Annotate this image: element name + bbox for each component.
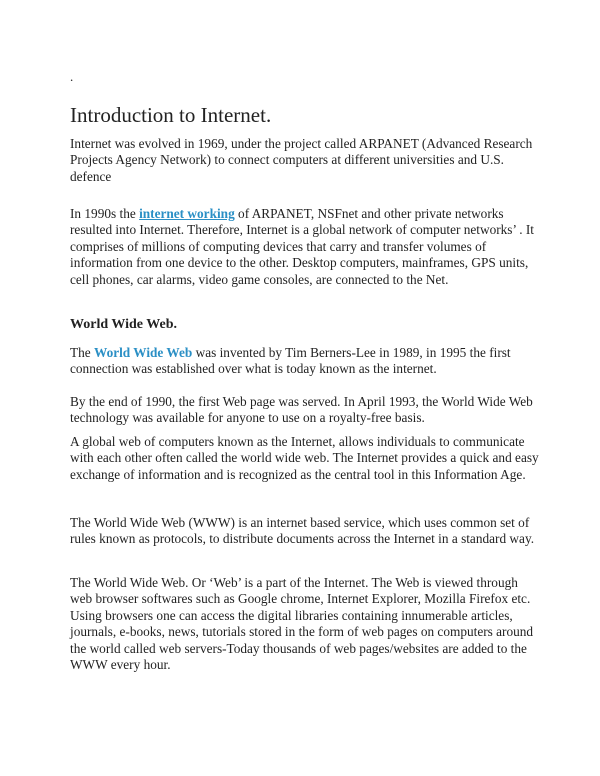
paragraph-arpanet: Internet was evolved in 1969, under the project called ARPANET (Advanced Research Projects Agency Network) to connect computers at different universities and U.S. defence (70, 136, 533, 184)
marker-dot: . (70, 69, 74, 84)
paragraph-www-invented-after: was invented by Tim Berners-Lee in 1989, in 1995 the first connection was established over what is today known as the internet. (70, 345, 511, 377)
paragraph-www-invented (70, 345, 540, 378)
world-wide-web-link[interactable]: World Wide Web (94, 345, 193, 360)
paragraph-first-web-page: By the end of 1990, the first Web page was served. In April 1993, the World Wide Web technology was available for anyone to use on a royalty-free basis. (70, 394, 533, 426)
paragraph-web-browsers: The World Wide Web. Or ‘Web’ is a part of the Internet. The Web is viewed through web browser softwares such as Google chrome, Internet Explorer, Mozilla Firefox etc. Using browsers one can access the digital libraries containing innumerable articles, journals, e-books, news, tutorials stored in the form of web pages on computers around the world called web servers-Today thousands of web pages/websites are added to the WWW every hour. (70, 575, 534, 673)
paragraph-www-service: The World Wide Web (WWW) is an internet based service, which uses common set of rules known as protocols, to distribute documents across the Internet in a standard way. (70, 515, 535, 547)
section-heading-www: World Wide Web. (70, 317, 177, 332)
paragraph-1990s-after: of ARPANET, NSFnet and other private networks resulted into Internet. Therefore, Internet is a global network of computer networks’ . It comprises of millions of computing devices that carry and transfer volumes of information from one device to the other. Desktop computers, mainframes, GPS units, cell phones, car alarms, video game consoles, are connected to the Net. (70, 206, 535, 287)
internet-working-link[interactable]: internet working (139, 206, 235, 221)
paragraph-www-invented-before: The (70, 345, 94, 360)
page-title: Introduction to Internet. (70, 103, 272, 127)
paragraph-1990s (70, 206, 540, 288)
paragraph-global-web: A global web of computers known as the Internet, allows individuals to communicate with each other often called the world wide web. The Internet provides a quick and easy exchange of information and is recognized as the central tool in this Information Age. (70, 434, 539, 482)
paragraph-1990s-before: In 1990s the (70, 206, 140, 221)
